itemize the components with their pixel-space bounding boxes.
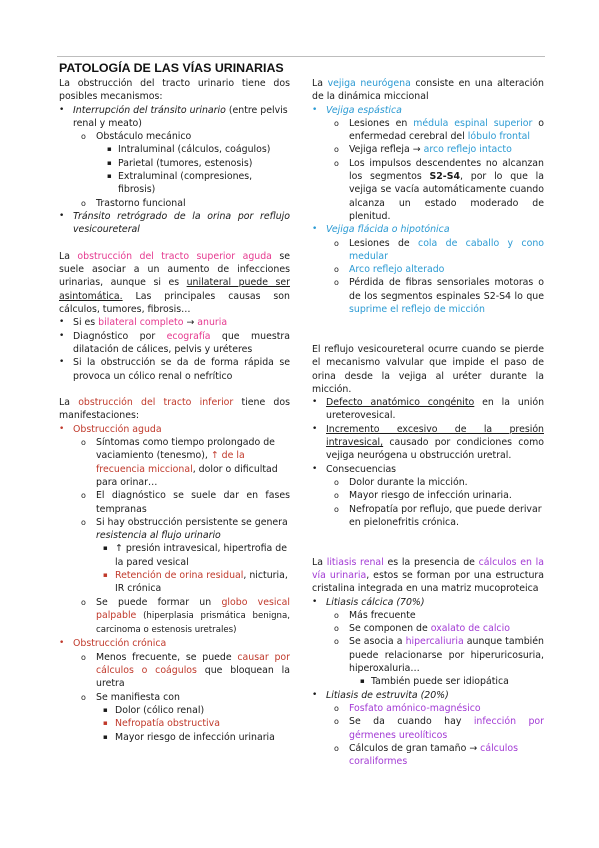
circle-bullet-icon: o	[81, 491, 86, 501]
circle-bullet-icon: o	[334, 717, 339, 727]
mechanism-1-detail: (entre pelvis renal y meato)	[73, 104, 288, 129]
underlined-unilateral: unilateral puede ser asintomática.	[59, 277, 290, 302]
list-item	[59, 637, 290, 650]
square-bullet-icon: ▪	[103, 705, 108, 714]
left-column	[59, 77, 290, 744]
list-item	[59, 130, 290, 143]
intro-text: La obstrucción del tracto urinario tiene dos posibles mecanismos:	[59, 78, 290, 103]
circle-bullet-icon: o	[334, 743, 339, 753]
text-span: Si hay obstrucción persistente se genera	[96, 516, 288, 528]
circle-bullet-icon: o	[334, 118, 339, 128]
superior-paragraph	[59, 250, 290, 316]
circle-bullet-icon: o	[334, 158, 339, 168]
circle-bullet-icon: o	[81, 652, 86, 662]
se-manifiesta: Se manifiesta con	[96, 691, 180, 703]
list-item	[312, 702, 544, 715]
dolor-colico: Dolor (cólico renal)	[115, 704, 205, 716]
list-item	[59, 436, 290, 489]
list-item	[59, 316, 290, 329]
text-span: Se da cuando hay	[349, 716, 474, 728]
text-span: Cálculos de gran tamaño →	[349, 742, 481, 754]
intraluminal: Intraluminal (cálculos, coágulos)	[118, 144, 271, 156]
text-span: Menos frecuente, se puede	[96, 651, 238, 663]
obstruccion-aguda: Obstrucción aguda	[73, 423, 162, 435]
highlight-vejiga-neurogena: vejiga neurógena	[327, 78, 411, 89]
circle-bullet-icon: o	[81, 132, 86, 142]
list-item	[59, 104, 290, 131]
square-bullet-icon: ▪	[103, 719, 108, 728]
text-span: , dolor o dificultad para orinar…	[96, 463, 278, 488]
square-bullet-icon: ▪	[107, 145, 112, 154]
list-item	[59, 569, 290, 596]
square-bullet-icon: ▪	[103, 544, 108, 553]
list-item	[59, 423, 290, 436]
text-span: que bloquean la uretra	[96, 665, 291, 690]
mas-frecuente: Más frecuente	[349, 609, 416, 621]
bullet-icon: •	[59, 210, 65, 221]
highlight-infeccion: infección por gérmenes ureolíticos	[349, 716, 544, 741]
bullet-icon: •	[312, 224, 318, 235]
highlight-oxalato: oxalato de calcio	[430, 623, 510, 635]
list-item	[312, 396, 544, 423]
list-item	[312, 715, 544, 742]
list-item	[312, 276, 544, 316]
arco-alterado: Arco reflejo alterado	[349, 264, 445, 276]
header-rule	[57, 56, 545, 57]
underlined-defecto: Defecto anatómico congénito	[326, 397, 475, 409]
text-span: causado por condiciones como vejiga neurógena u obstrucción uretral.	[326, 437, 544, 462]
text-span: tiene dos manifestaciones:	[59, 397, 291, 422]
text-span: en la unión ureterovesical.	[326, 397, 545, 422]
riesgo-infeccion: Mayor riesgo de infección urinaria	[115, 731, 275, 743]
obstaculo-mecanico: Obstáculo mecánico	[96, 131, 192, 143]
litiasis-paragraph	[312, 556, 544, 596]
text-span: Se asocia a	[349, 636, 406, 648]
bullet-icon: •	[312, 397, 318, 408]
circle-bullet-icon: o	[334, 610, 339, 620]
text-span: , por lo que la vejiga se vacía automáticamente cuando alcanza un estado moderado de plenitud.	[349, 171, 544, 222]
text-span: es la presencia de	[383, 556, 479, 568]
page-title: PATOLOGÍA DE LAS VÍAS URINARIAS	[59, 61, 284, 75]
inferior-paragraph	[59, 396, 290, 423]
list-item	[312, 237, 544, 264]
litiasis-calcica: Litiasis cálcica (70%)	[326, 596, 425, 608]
reflujo-paragraph: El reflujo vesicoureteral ocurre cuando se pierde el mecanismo valvular que impide el paso de orina desde la vejiga al uréter durante la micción.	[312, 343, 544, 395]
text-span: Los impulsos descendentes no alcanzan los segmentos	[349, 157, 544, 183]
mechanism-1-label: Interrupción del tránsito urinario	[73, 104, 226, 116]
list-item	[59, 143, 290, 156]
list-item	[59, 210, 290, 237]
text-span: Si es	[73, 317, 99, 329]
list-item	[312, 622, 544, 635]
list-item	[312, 675, 544, 688]
text-span: que muestra dilatación de cálices, pelvis y uréteres	[73, 330, 290, 355]
bullet-icon: •	[312, 423, 318, 434]
highlight-anuria: anuria	[197, 317, 228, 329]
highlight-coraliformes: cálculos coraliformes	[349, 742, 518, 768]
text-span: Síntomas como tiempo prolongado de vaciamiento (tenesmo),	[96, 437, 275, 462]
highlight-medula: médula espinal superior	[413, 117, 533, 129]
vejiga-flacida: Vejiga flácida o hipotónica	[326, 224, 450, 236]
list-item	[312, 742, 544, 769]
text-span: (hiperplasia prismática benigna, carcinoma o estenosis uretrales)	[96, 610, 290, 636]
circle-bullet-icon: o	[334, 637, 339, 647]
text-span: Lesiones de	[349, 237, 419, 249]
bullet-icon: •	[312, 463, 318, 474]
text-span: consiste en una alteración de la dinámica miccional	[312, 78, 544, 103]
bullet-icon: •	[312, 596, 318, 607]
list-item	[312, 104, 544, 117]
text-span: La	[59, 397, 79, 409]
list-item	[59, 170, 290, 197]
square-bullet-icon: ▪	[360, 677, 365, 686]
list-item	[312, 463, 544, 476]
circle-bullet-icon: o	[81, 198, 86, 208]
consecuencia-3: Nefropatía por reflujo, que puede derivar en pielonefritis crónica.	[349, 503, 542, 528]
highlight-cola-caballo: cola de caballo y cono medular	[349, 237, 544, 262]
resistencia-flujo: resistencia al flujo urinario	[96, 530, 221, 542]
list-item	[59, 651, 290, 691]
list-item	[312, 489, 544, 502]
bullet-icon: •	[59, 638, 65, 649]
list-item	[59, 717, 290, 730]
highlight-calculos-via: cálculos en la vía urinaria	[312, 556, 545, 581]
highlight-frecuencia: ↑ de la frecuencia miccional	[96, 450, 245, 475]
highlight-suprime-reflejo: suprime el reflejo de micción	[349, 304, 485, 316]
text-span: , estos se forman por una estructura cristalina integrada en una matriz mucoproteica	[312, 569, 545, 595]
list-item	[312, 263, 544, 276]
list-item	[59, 356, 290, 383]
list-item	[312, 423, 544, 463]
segmentos-bold: S2-S4	[429, 171, 460, 183]
right-column	[312, 77, 544, 768]
presion-intravesical: ↑ presión intravesical, hipertrofia de la pared vesical	[115, 543, 287, 568]
colico-renal: Si la obstrucción se da de forma rápida se provoca un cólico renal o nefrítico	[73, 357, 290, 382]
highlight-globo-vesical: globo vesical palpable	[96, 596, 290, 621]
parietal: Parietal (tumores, estenosis)	[118, 157, 253, 169]
list-item	[59, 330, 290, 357]
obstruccion-cronica: Obstrucción crónica	[73, 638, 167, 650]
circle-bullet-icon: o	[334, 477, 339, 487]
intro-paragraph	[59, 77, 290, 104]
circle-bullet-icon: o	[334, 238, 339, 248]
circle-bullet-icon: o	[334, 624, 339, 634]
list-item	[59, 596, 290, 638]
text-span: aunque también puede relacionarse por hiperuricosuria, hiperoxaluria…	[349, 636, 544, 675]
fosfato: Fosfato amónico-magnésico	[349, 702, 481, 714]
list-item	[312, 609, 544, 622]
list-item	[312, 689, 544, 702]
circle-bullet-icon: o	[81, 597, 86, 607]
list-item	[312, 596, 544, 609]
trastorno-funcional: Trastorno funcional	[96, 197, 186, 209]
consecuencia-2: Mayor riesgo de infección urinaria.	[349, 490, 512, 502]
list-item	[312, 117, 544, 144]
list-item	[59, 197, 290, 210]
list-item	[312, 503, 544, 530]
circle-bullet-icon: o	[334, 504, 339, 514]
list-item	[59, 731, 290, 744]
list-item	[59, 691, 290, 704]
consecuencias: Consecuencias	[326, 463, 397, 475]
bullet-icon: •	[59, 330, 65, 341]
list-item	[59, 516, 290, 543]
bullet-icon: •	[59, 357, 65, 368]
list-item	[312, 143, 544, 156]
text-span: Se puede formar un	[96, 596, 222, 608]
square-bullet-icon: ▪	[103, 732, 108, 741]
consecuencia-1: Dolor durante la micción.	[349, 476, 468, 488]
highlight-retencion: Retención de orina residual	[115, 569, 244, 581]
highlight-arco-intacto: arco reflejo intacto	[423, 144, 512, 156]
text-span: Diagnóstico por	[73, 330, 167, 342]
text-span: Lesiones en	[349, 117, 414, 129]
text-span: Vejiga refleja →	[349, 144, 424, 156]
circle-bullet-icon: o	[334, 491, 339, 501]
list-item	[59, 157, 290, 170]
circle-bullet-icon: o	[81, 438, 86, 448]
highlight-calculos-coagulos: causar por cálculos o coágulos	[96, 651, 290, 677]
list-item	[59, 704, 290, 717]
idiopatica: También puede ser idiopática	[371, 676, 509, 688]
text-span: Pérdida de fibras sensoriales motoras o de los segmentos espinales S2-S4 lo que	[349, 277, 544, 302]
mechanism-2-label: Tránsito retrógrado de la orina por reflujo vesicoureteral	[73, 210, 290, 236]
circle-bullet-icon: o	[334, 145, 339, 155]
underlined-incremento: Incremento excesivo de la presión intravesical,	[326, 423, 544, 449]
vejiga-neurogena-paragraph	[312, 77, 544, 104]
highlight-hipercaliuria: hipercaliuria	[405, 636, 464, 648]
text-span: La	[312, 556, 327, 568]
highlight-litiasis: litiasis renal	[326, 556, 384, 568]
nefropatia-obstructiva: Nefropatía obstructiva	[115, 718, 220, 730]
circle-bullet-icon: o	[81, 692, 86, 702]
highlight-lobulo-frontal: lóbulo frontal	[467, 131, 530, 143]
highlight-inferior: obstrucción del tracto inferior	[78, 397, 234, 409]
text-span: se suele asociar a un aumento de infecciones urinarias, aunque si es	[59, 250, 290, 289]
circle-bullet-icon: o	[334, 278, 339, 288]
bullet-icon: •	[312, 104, 318, 115]
circle-bullet-icon: o	[334, 265, 339, 275]
list-item	[59, 489, 290, 516]
vejiga-espastica: Vejiga espástica	[326, 104, 402, 116]
text-span: Se componen de	[349, 623, 431, 635]
list-item	[312, 223, 544, 236]
square-bullet-icon: ▪	[107, 172, 112, 181]
arrow-text: →	[183, 317, 198, 329]
text-span: La	[312, 78, 328, 89]
list-item	[312, 476, 544, 489]
extraluminal: Extraluminal (compresiones, fibrosis)	[118, 171, 253, 196]
text-span: La	[59, 250, 78, 262]
bullet-icon: •	[59, 317, 65, 328]
bullet-icon: •	[312, 689, 318, 700]
square-bullet-icon: ▪	[103, 570, 108, 579]
highlight-superior: obstrucción del tracto superior aguda	[77, 250, 272, 262]
list-item	[312, 635, 544, 675]
circle-bullet-icon: o	[334, 703, 339, 713]
litiasis-estruvita: Litiasis de estruvita (20%)	[326, 689, 449, 701]
circle-bullet-icon: o	[81, 517, 86, 527]
square-bullet-icon: ▪	[107, 158, 112, 167]
highlight-bilateral: bilateral completo	[98, 317, 184, 329]
text-span: Las principales causas son cálculos, tumores, fibrosis…	[59, 290, 290, 316]
list-item	[312, 157, 544, 223]
text-span: , nicturia, IR crónica	[115, 569, 288, 595]
list-item	[59, 542, 290, 569]
diagnostico-temprano: El diagnóstico se suele dar en fases tempranas	[96, 490, 290, 515]
bullet-icon: •	[59, 104, 65, 115]
bullet-icon: •	[59, 423, 65, 434]
text-span: o enfermedad cerebral del	[349, 117, 544, 143]
highlight-ecografia: ecografía	[166, 330, 211, 342]
